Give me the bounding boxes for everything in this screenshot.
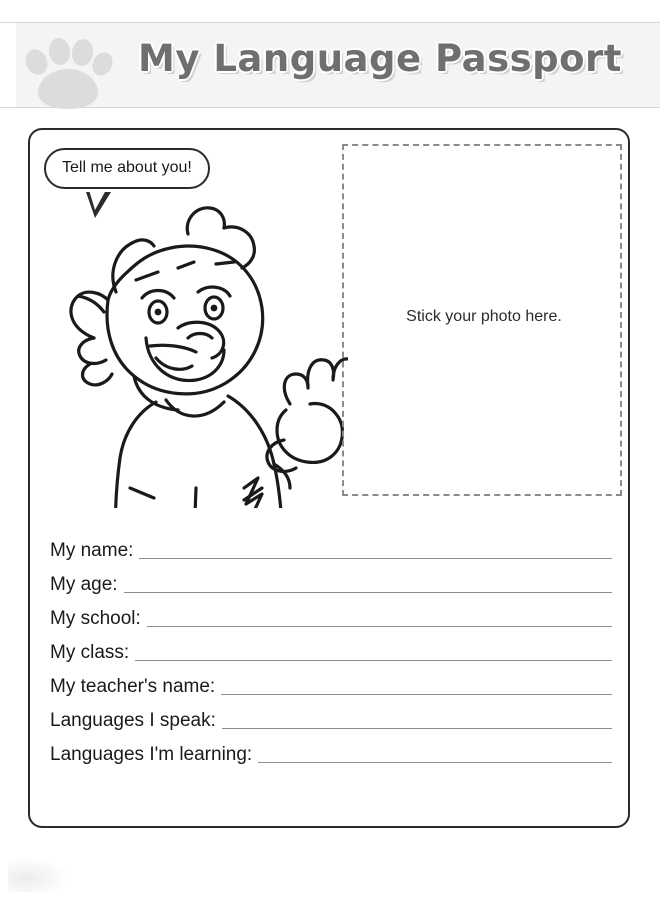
passport-card <box>28 128 630 828</box>
field-input-teacher-name[interactable] <box>221 680 612 695</box>
field-row-languages-learning <box>50 732 612 766</box>
field-input-class[interactable] <box>135 646 612 661</box>
paw-print-icon <box>20 35 116 109</box>
field-input-name[interactable] <box>139 544 612 559</box>
field-label-teacher-name: My teacher's name: <box>50 676 216 697</box>
header-left-notch <box>0 23 16 107</box>
page-title: My Language Passport <box>138 37 622 80</box>
field-row-class <box>50 630 612 664</box>
field-input-languages-speak[interactable] <box>222 714 612 729</box>
field-label-languages-speak: Languages I speak: <box>50 710 216 731</box>
page-corner-artifact <box>8 858 68 892</box>
speech-bubble-tail-inner <box>89 190 106 210</box>
field-input-school[interactable] <box>147 612 612 627</box>
field-row-teacher-name <box>50 664 612 698</box>
field-row-name <box>50 528 612 562</box>
tiger-mascot-illustration <box>38 188 348 508</box>
field-label-age: My age: <box>50 574 118 595</box>
field-row-school <box>50 596 612 630</box>
field-label-class: My class: <box>50 642 130 663</box>
form-fields <box>50 528 612 766</box>
field-label-name: My name: <box>50 540 134 561</box>
field-row-languages-speak <box>50 698 612 732</box>
field-label-school: My school: <box>50 608 141 629</box>
field-label-languages-learning: Languages I'm learning: <box>50 744 253 765</box>
photo-placeholder-label: Stick your photo here. <box>406 308 562 325</box>
field-row-age <box>50 562 612 596</box>
photo-placeholder-box[interactable] <box>342 144 622 496</box>
field-input-languages-learning[interactable] <box>258 748 612 763</box>
field-input-age[interactable] <box>124 578 612 593</box>
page-header <box>0 22 660 108</box>
speech-bubble: Tell me about you! <box>44 148 210 189</box>
